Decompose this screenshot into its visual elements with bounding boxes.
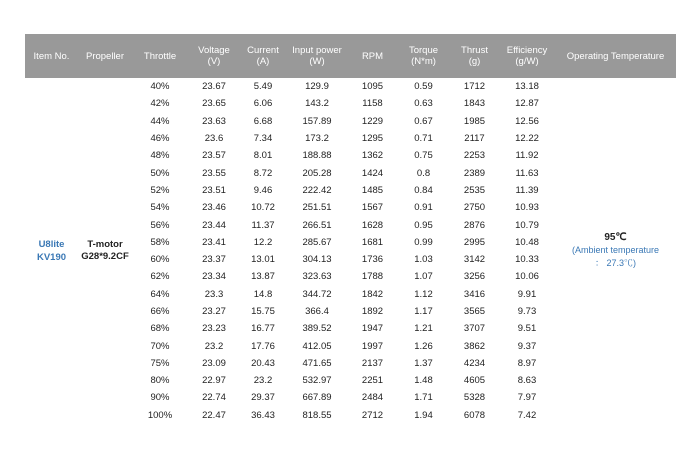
column-header-label: Current (247, 45, 279, 56)
table-cell: 50% (150, 167, 170, 179)
table-cell: 3862 (463, 340, 486, 352)
table-cell: 3416 (463, 288, 486, 300)
column-header-label: Propeller (85, 50, 125, 62)
table-cell: 12.56 (515, 115, 539, 127)
ambient-temperature-label: (Ambient temperature (571, 244, 660, 255)
table-cell: 2484 (361, 392, 384, 404)
table-cell: 23.65 (202, 98, 226, 110)
table-cell: 10.33 (515, 254, 539, 266)
table-cell: 22.74 (202, 392, 226, 404)
table-cell: 46% (150, 133, 170, 145)
table-cell: 8.01 (253, 150, 273, 162)
column-header (240, 34, 286, 78)
table-cell: 11.37 (251, 219, 275, 231)
table-cell: 100% (147, 409, 173, 421)
column-header (499, 34, 555, 78)
column-header (78, 34, 132, 78)
table-cell: 3142 (463, 254, 486, 266)
table-cell: 23.55 (202, 167, 226, 179)
column-header-unit: (V) (207, 56, 221, 67)
column-header-label: Throttle (143, 50, 177, 62)
table-cell: 23.6 (204, 133, 224, 145)
table-cell: 2995 (463, 236, 486, 248)
table-cell: 1.07 (414, 271, 433, 283)
table-cell: 20.43 (251, 357, 275, 369)
table-cell: 0.71 (414, 133, 433, 145)
table-cell: 23.23 (202, 323, 226, 335)
table-cell: 6.68 (253, 115, 273, 127)
table-cell: 3256 (463, 271, 486, 283)
table-cell: 10.79 (515, 219, 539, 231)
table-cell: 6.06 (253, 98, 273, 110)
table-cell: 64% (150, 288, 170, 300)
table-cell: 412.05 (302, 340, 332, 352)
column-header-label: Operating Temperature (566, 50, 665, 62)
table-cell: 1.26 (414, 340, 433, 352)
table-header (25, 34, 676, 78)
column-header-unit: (A) (256, 56, 270, 67)
table-cell: 2535 (463, 184, 486, 196)
table-cell: 304.13 (302, 254, 332, 266)
table-cell: 68% (150, 323, 170, 335)
table-cell: 2876 (463, 219, 486, 231)
table-cell: 7.42 (517, 409, 537, 421)
table-cell: 0.91 (414, 202, 433, 214)
table-cell: 23.2 (204, 340, 224, 352)
table-cell: 8.72 (253, 167, 273, 179)
table-cell: 11.39 (515, 184, 539, 196)
table-cell: 62% (150, 271, 170, 283)
column-header (132, 34, 188, 78)
table-cell: 75% (150, 357, 170, 369)
table-cell: 1842 (361, 288, 384, 300)
table-cell: 266.51 (302, 219, 332, 231)
table-cell: 0.95 (414, 219, 433, 231)
table-cell: 285.67 (302, 236, 332, 248)
table-cell: 23.63 (202, 115, 226, 127)
table-cell: 173.2 (305, 133, 329, 145)
table-cell: 1628 (361, 219, 384, 231)
column-header-label: Item No. (33, 50, 70, 62)
table-cell: 1095 (361, 81, 384, 93)
table-cell: 66% (150, 306, 170, 317)
propeller-cell (78, 78, 132, 424)
table-cell: 1736 (361, 254, 384, 266)
table-cell: 323.63 (302, 271, 332, 283)
table-cell: 1712 (463, 81, 486, 93)
column-header-label: Efficiency (506, 45, 548, 56)
table-cell: 1947 (361, 323, 384, 335)
table-cell: 1295 (361, 133, 384, 145)
table-cell: 12.2 (253, 236, 273, 248)
table-cell: 22.47 (202, 409, 226, 421)
table-cell: 42% (150, 98, 170, 110)
table-cell: 1.12 (414, 288, 433, 300)
table-cell: 23.44 (202, 219, 226, 231)
table-cell: 10.06 (515, 271, 539, 283)
table-cell: 22.97 (202, 375, 226, 387)
table-cell: 1843 (463, 98, 486, 110)
table-cell: 0.63 (414, 98, 433, 110)
table-cell: 23.37 (202, 254, 226, 266)
table-cell: 222.42 (302, 184, 332, 196)
table-cell: 8.63 (517, 375, 537, 387)
table-cell: 23.51 (202, 184, 226, 196)
table-cell: 1788 (361, 271, 384, 283)
table-cell: 667.89 (302, 392, 332, 404)
table-cell: 11.63 (515, 167, 539, 179)
motor-spec-table (25, 34, 676, 424)
table-cell: 13.18 (515, 81, 539, 93)
table-cell: 90% (150, 392, 170, 404)
table-cell: 23.57 (202, 150, 226, 162)
table-cell: 1424 (361, 167, 384, 179)
table-cell: 366.4 (305, 306, 329, 317)
item-kv: KV190 (36, 251, 67, 263)
table-body (25, 78, 676, 424)
item-number-cell (25, 78, 78, 424)
item-model: U8lite (38, 238, 65, 250)
column-header (397, 34, 450, 78)
table-cell: 2389 (463, 167, 486, 179)
table-cell: 1567 (361, 202, 384, 214)
table-cell: 7.34 (253, 133, 273, 145)
table-cell: 4234 (463, 357, 486, 369)
table-cell: 54% (150, 202, 170, 214)
table-cell: 52% (150, 184, 170, 196)
table-cell: 1985 (463, 115, 486, 127)
table-cell: 11.92 (515, 150, 539, 162)
table-cell: 0.99 (414, 236, 433, 248)
table-cell: 9.73 (517, 306, 537, 317)
propeller-brand: T-motor (87, 238, 123, 250)
table-cell: 7.97 (517, 392, 537, 404)
column-header (25, 34, 78, 78)
propeller-model: G28*9.2CF (81, 250, 129, 262)
table-cell: 16.77 (251, 323, 275, 335)
table-cell: 1997 (361, 340, 384, 352)
table-cell: 1892 (361, 306, 384, 317)
table-cell: 1.71 (414, 392, 433, 404)
column-header-label: RPM (361, 50, 384, 62)
table-cell: 143.2 (305, 98, 329, 110)
table-cell: 15.75 (251, 306, 275, 317)
table-cell: 2712 (361, 409, 384, 421)
table-cell: 3707 (463, 323, 486, 335)
table-cell: 9.91 (517, 288, 537, 300)
table-cell: 13.01 (251, 254, 275, 266)
header-row (25, 34, 676, 78)
table-cell: 23.3 (204, 288, 224, 300)
table-cell: 1158 (362, 98, 383, 110)
table-cell: 23.27 (202, 306, 226, 317)
table-cell: 471.65 (302, 357, 332, 369)
table-cell: 1.17 (414, 306, 433, 317)
table-cell: 2137 (361, 357, 384, 369)
table-cell: 9.46 (253, 184, 273, 196)
table-cell: 251.51 (302, 202, 332, 214)
column-header (188, 34, 240, 78)
table-cell: 14.8 (253, 288, 273, 300)
table-cell: 36.43 (251, 409, 275, 421)
table-cell: 60% (150, 254, 170, 266)
table-cell: 0.84 (414, 184, 433, 196)
table-cell: 17.76 (251, 340, 275, 352)
table-cell: 12.22 (515, 133, 539, 145)
table-cell: 2251 (361, 375, 384, 387)
table-cell: 48% (150, 150, 170, 162)
ambient-temperature-value: ： 27.3℃) (594, 257, 636, 268)
table-cell: 23.46 (202, 202, 226, 214)
table-cell: 1681 (361, 236, 384, 248)
table-cell: 80% (150, 375, 170, 387)
column-header-label: Input power (292, 45, 342, 56)
table-cell: 10.48 (515, 236, 539, 248)
table-cell: 0.8 (416, 167, 431, 179)
table-cell: 23.2 (253, 375, 273, 387)
table-cell: 23.34 (202, 271, 226, 283)
table-cell: 1.48 (414, 375, 433, 387)
table-cell: 188.88 (302, 150, 332, 162)
column-header (348, 34, 397, 78)
table-cell: 9.51 (517, 323, 537, 335)
table-cell: 10.93 (515, 202, 539, 214)
table-cell: 56% (150, 219, 170, 231)
table-cell: 5.49 (253, 81, 273, 93)
operating-temperature-cell (555, 78, 676, 424)
table-cell: 2117 (464, 133, 485, 145)
table-cell: 0.67 (414, 115, 433, 127)
temperature-value: 95℃ (604, 231, 627, 243)
table-cell: 129.9 (305, 81, 329, 93)
column-header-unit: (W) (309, 56, 325, 67)
column-header-label: Torque (408, 45, 439, 56)
table-cell: 1.37 (414, 357, 433, 369)
column-header-label: Thrust (461, 45, 488, 56)
column-header (286, 34, 348, 78)
column-header-unit: (g) (468, 56, 481, 67)
table-cell: 70% (150, 340, 170, 352)
table-cell: 818.55 (302, 409, 332, 421)
column-header-unit: (g/W) (515, 56, 539, 67)
table-cell: 12.87 (515, 98, 539, 110)
table-row (25, 78, 676, 95)
column-header (555, 34, 676, 78)
table-cell: 157.89 (302, 115, 332, 127)
table-cell: 1485 (361, 184, 384, 196)
table-cell: 1362 (361, 150, 384, 162)
table-cell: 5328 (463, 392, 486, 404)
table-cell: 532.97 (302, 375, 332, 387)
table-cell: 4605 (463, 375, 486, 387)
table-cell: 23.67 (202, 81, 226, 93)
table-cell: 2750 (463, 202, 486, 214)
table-cell: 29.37 (251, 392, 275, 404)
column-header-unit: (N*m) (411, 56, 436, 67)
table-cell: 6078 (463, 409, 486, 421)
table-cell: 8.97 (517, 357, 537, 369)
table-cell: 205.28 (302, 167, 332, 179)
table-cell: 58% (150, 236, 170, 248)
table-cell: 0.75 (414, 150, 433, 162)
table-cell: 1.03 (414, 254, 433, 266)
table-cell: 40% (150, 81, 170, 93)
table-cell: 0.59 (414, 81, 433, 93)
column-header (450, 34, 499, 78)
table-cell: 44% (150, 115, 170, 127)
column-header-label: Voltage (198, 45, 230, 56)
table-cell: 389.52 (302, 323, 332, 335)
table-cell: 23.41 (202, 236, 226, 248)
table-cell: 3565 (463, 306, 486, 317)
table-cell: 23.09 (202, 357, 226, 369)
table-cell: 344.72 (302, 288, 332, 300)
table-cell: 1.94 (414, 409, 433, 421)
table-cell: 9.37 (517, 340, 537, 352)
table-cell: 1.21 (414, 323, 433, 335)
table-cell: 1229 (361, 115, 384, 127)
table-cell: 10.72 (251, 202, 275, 214)
table-cell: 2253 (463, 150, 486, 162)
table-cell: 13.87 (251, 271, 275, 283)
